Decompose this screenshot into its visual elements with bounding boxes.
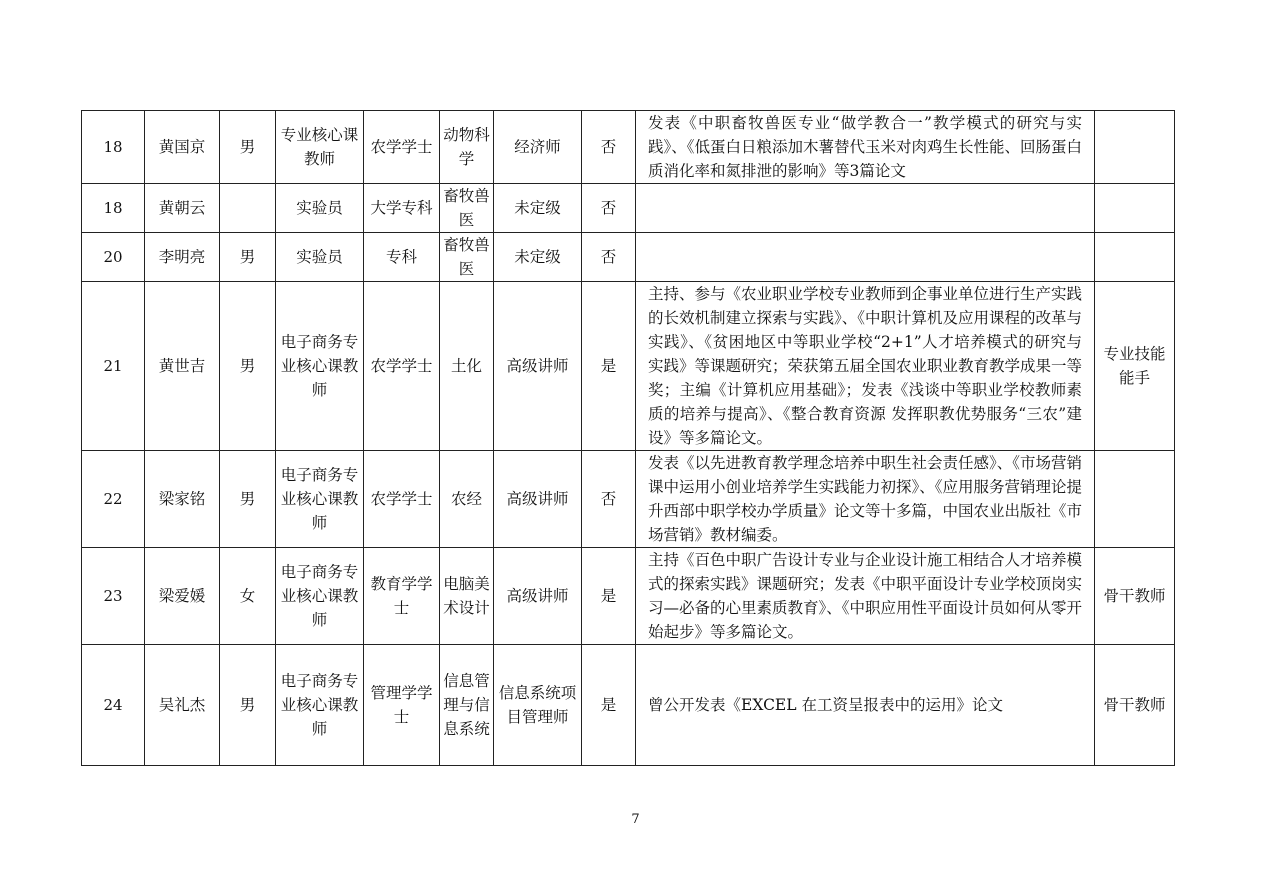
table-row	[82, 184, 1175, 233]
cell-dual: 是	[582, 645, 636, 766]
cell-name: 梁家铭	[145, 451, 220, 548]
cell-achievements	[636, 184, 1095, 233]
cell-dual: 是	[582, 282, 636, 451]
cell-honor: 骨干教师	[1095, 645, 1175, 766]
cell-name: 黄国京	[145, 111, 220, 184]
cell-major: 土化	[440, 282, 494, 451]
cell-title: 高级讲师	[494, 451, 582, 548]
cell-achievements: 曾公开发表《EXCEL 在工资呈报表中的运用》论文	[636, 645, 1095, 766]
cell-dual: 否	[582, 111, 636, 184]
cell-title: 经济师	[494, 111, 582, 184]
cell-title: 高级讲师	[494, 282, 582, 451]
cell-dual: 否	[582, 184, 636, 233]
cell-name: 梁爱媛	[145, 548, 220, 645]
cell-role: 电子商务专业核心课教师	[276, 548, 364, 645]
cell-name: 黄朝云	[145, 184, 220, 233]
page-number: 7	[631, 812, 640, 827]
cell-no: 22	[82, 451, 145, 548]
cell-major: 信息管理与信息系统	[440, 645, 494, 766]
cell-gender: 男	[220, 282, 276, 451]
cell-role: 电子商务专业核心课教师	[276, 451, 364, 548]
cell-role: 电子商务专业核心课教师	[276, 282, 364, 451]
cell-achievements: 发表《以先进教育教学理念培养中职生社会责任感》、《市场营销课中运用小创业培养学生实践能力初探》、《应用服务营销理论提升西部中职学校办学质量》论文等十多篇，中国农业出版社《市场营销》教材编委。	[636, 451, 1095, 548]
cell-honor	[1095, 184, 1175, 233]
cell-degree: 大学专科	[364, 184, 440, 233]
cell-degree: 教育学学士	[364, 548, 440, 645]
cell-no: 18	[82, 184, 145, 233]
table-row	[82, 233, 1175, 282]
cell-honor	[1095, 451, 1175, 548]
cell-gender: 男	[220, 645, 276, 766]
staff-table	[81, 110, 1175, 766]
table-row	[82, 548, 1175, 645]
cell-major: 农经	[440, 451, 494, 548]
cell-role: 电子商务专业核心课教师	[276, 645, 364, 766]
cell-no: 18	[82, 111, 145, 184]
cell-honor	[1095, 111, 1175, 184]
cell-name: 李明亮	[145, 233, 220, 282]
cell-gender: 男	[220, 451, 276, 548]
cell-gender: 女	[220, 548, 276, 645]
cell-title: 高级讲师	[494, 548, 582, 645]
cell-dual: 否	[582, 233, 636, 282]
cell-degree: 农学学士	[364, 282, 440, 451]
cell-gender	[220, 184, 276, 233]
cell-achievements: 主持《百色中职广告设计专业与企业设计施工相结合人才培养模式的探索实践》课题研究；发表《中职平面设计专业学校顶岗实习—必备的心里素质教育》、《中职应用性平面设计员如何从零开始起步》等多篇论文。	[636, 548, 1095, 645]
cell-gender: 男	[220, 233, 276, 282]
cell-achievements	[636, 233, 1095, 282]
table-row	[82, 282, 1175, 451]
table-row	[82, 111, 1175, 184]
cell-degree: 农学学士	[364, 451, 440, 548]
cell-gender: 男	[220, 111, 276, 184]
cell-major: 畜牧兽医	[440, 184, 494, 233]
cell-no: 21	[82, 282, 145, 451]
cell-title: 未定级	[494, 184, 582, 233]
cell-honor	[1095, 233, 1175, 282]
cell-no: 24	[82, 645, 145, 766]
cell-no: 20	[82, 233, 145, 282]
cell-role: 实验员	[276, 233, 364, 282]
cell-achievements: 发表《中职畜牧兽医专业“做学教合一”教学模式的研究与实践》、《低蛋白日粮添加木薯替代玉米对肉鸡生长性能、回肠蛋白质消化率和氮排泄的影响》等3篇论文	[636, 111, 1095, 184]
cell-degree: 专科	[364, 233, 440, 282]
cell-honor: 专业技能能手	[1095, 282, 1175, 451]
cell-name: 吴礼杰	[145, 645, 220, 766]
table-row	[82, 451, 1175, 548]
cell-achievements: 主持、参与《农业职业学校专业教师到企事业单位进行生产实践的长效机制建立探索与实践》、《中职计算机及应用课程的改革与实践》、《贫困地区中等职业学校“2+1”人才培养模式的研究与实践》等课题研究；荣获第五届全国农业职业教育教学成果一等奖；主编《计算机应用基础》；发表《浅谈中等职业学校教师素质的培养与提高》、《整合教育资源 发挥职教优势服务“三农”建设》等多篇论文。	[636, 282, 1095, 451]
cell-role: 实验员	[276, 184, 364, 233]
cell-dual: 否	[582, 451, 636, 548]
cell-degree: 管理学学士	[364, 645, 440, 766]
cell-role: 专业核心课教师	[276, 111, 364, 184]
cell-major: 动物科学	[440, 111, 494, 184]
cell-honor: 骨干教师	[1095, 548, 1175, 645]
cell-dual: 是	[582, 548, 636, 645]
cell-major: 电脑美术设计	[440, 548, 494, 645]
cell-title: 信息系统项目管理师	[494, 645, 582, 766]
cell-name: 黄世吉	[145, 282, 220, 451]
cell-major: 畜牧兽医	[440, 233, 494, 282]
cell-title: 未定级	[494, 233, 582, 282]
cell-no: 23	[82, 548, 145, 645]
table-row	[82, 645, 1175, 766]
cell-degree: 农学学士	[364, 111, 440, 184]
